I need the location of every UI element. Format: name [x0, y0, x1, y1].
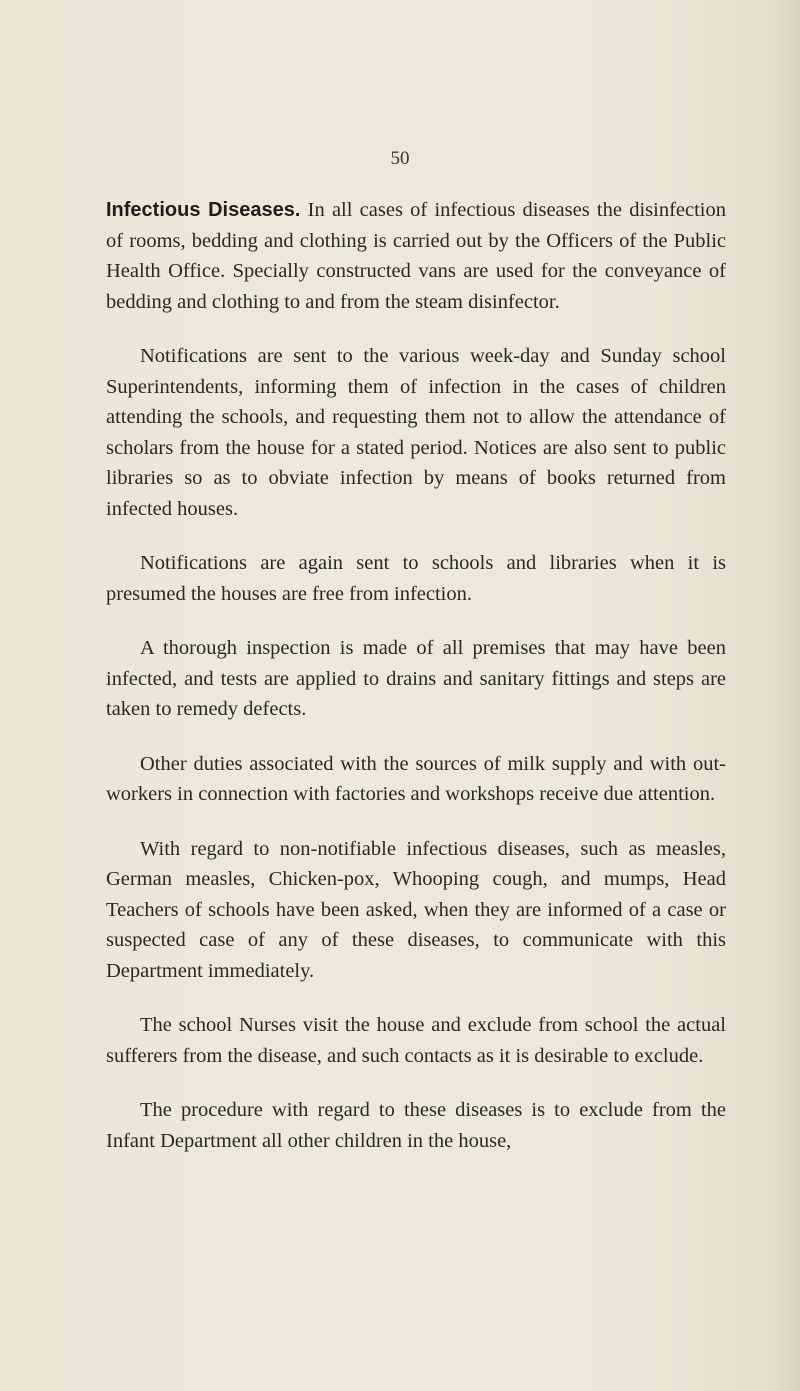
- paragraph-5: Other duties associated with the sources of milk supply and with out-workers in connection with factories and workshops receive due attention.: [106, 752, 726, 805]
- paragraph-7: The school Nurses visit the house and exclude from school the actual sufferers from the disease, and such contacts as it is desirable to exclude.: [106, 1014, 726, 1067]
- section-heading: Infectious Diseases.: [106, 199, 301, 221]
- body-text: [106, 195, 726, 1180]
- paragraph-4: A thorough inspection is made of all premises that may have been infected, and tests are applied to drains and sanitary fittings and steps are taken to remedy defects.: [106, 637, 726, 720]
- paragraph-3: Notifications are again sent to schools and libraries when it is presumed the houses are free from infection.: [106, 552, 726, 605]
- paragraph-2: Notifications are sent to the various week-day and Sunday school Superintendents, informing them of infection in the cases of children attending the schools, and requesting them not to allow the attendance of scholars from the house for a stated period. Notices are also sent to public libraries so as to obviate infection by means of books returned from infected houses.: [106, 345, 726, 520]
- paragraph-1: [106, 195, 726, 317]
- paragraph-1-text: In all cases of infectious diseases the disinfection of rooms, bedding and clothing is carried out by the Officers of the Public Health Office. Specially constructed vans are used for the conveyance of bedding and clothing to and from the steam disinfector.: [106, 199, 726, 313]
- paragraph-6: With regard to non-notifiable infectious diseases, such as measles, German measles, Chicken-pox, Whooping cough, and mumps, Head Teachers of schools have been asked, when they are informed of a case or suspected case of any of these diseases, to communicate with this Department immediately.: [106, 837, 726, 982]
- paragraph-8: The procedure with regard to these diseases is to exclude from the Infant Department all other children in the house,: [106, 1099, 726, 1152]
- page-number: 50: [390, 148, 410, 169]
